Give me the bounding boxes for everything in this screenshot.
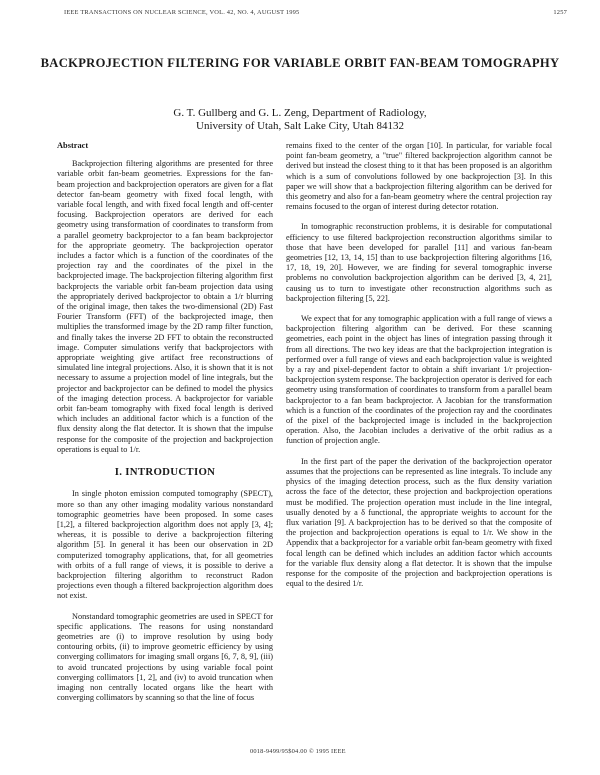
left-column	[57, 141, 273, 703]
abstract	[57, 159, 273, 455]
intro-paragraph-1: In single photon emission computed tomography (SPECT), more so than any other imaging modality various nonstandard tomographic geometries have been proposed. In some cases [1,2], a filtered backprojection algorithm does not apply [3, 4]; whereas, it is possible to derive a backprojection filtering algorithm [5]. In general it has been our observation in 2D computerized tomography applications, that, for all geometries with orbits of a full range of views, it is possible to derive a backprojection filtering algorithm to reconstruct Radon projections even though a filtered backprojection algorithm does not exist.	[57, 489, 273, 601]
journal-citation: IEEE TRANSACTIONS ON NUCLEAR SCIENCE, VOL. 42, NO. 4, AUGUST 1995	[64, 9, 300, 16]
right-column	[286, 141, 552, 589]
author-block	[40, 107, 560, 133]
right-paragraph-1: remains fixed to the center of the organ [10]. In particular, for variable focal point fan-beam geometry, a "true" filtered backprojection algorithm cannot be derived but instead the closest thing to it that has been proposed is an algorithm which is a sum of convolutions followed by one backprojection [3]. In this paper we will show that a backprojection filtering algorithm can be derived for this geometry and also for a fan-beam geometry where the central projection ray remains focused to the organ of interest during detector rotation.	[286, 141, 552, 212]
copyright-footer: 0018-9499/95$04.00 © 1995 IEEE	[250, 748, 346, 755]
right-paragraph-2: In tomographic reconstruction problems, it is desirable for computational efficiency to use filtered backprojection reconstruction algorithms similar to those that have been developed for parallel [11] and various fan-beam geometries [12, 13, 14, 15] than to use backprojection filtering algorithms [16, 17, 18, 19, 20]. However, we are finding for several tomographic inverse problems no convolution backprojection algorithm can be derived [3, 4, 21], causing us to turn to investigate other reconstruction algorithms such as backprojection filtering [5, 22].	[286, 222, 552, 303]
abstract-text: Backprojection filtering algorithms are presented for three variable orbit fan-beam geometries. Expressions for the fan-beam projection and backprojection operators are given for a flat detector fan-beam geometry with fixed focal length, with variable focal length, and with fixed focal length and off-center focusing. Backprojection operators are derived for each geometry using transformation of coordinates to transform from a parallel geometry backprojector to a fan beam backprojector for the appropriate geometry. The backprojection operator includes a factor which is a function of the coordinates of the projection ray and the coordinates of the pixel in the backprojected image. The backprojection filtering algorithm first backprojects the variable orbit fan-beam projection data using the appropriately derived backprojector to obtain a 1/r blurring of the original image, then takes the two-dimensional (2D) Fast Fourier Transform (FFT) of the backprojected image, then multiplies the transformed image by the 2D ramp filter function, and finally takes the inverse 2D FFT to obtain the reconstructed image. Computer simulations verify that backprojectors with appropriate weighting give artifact free reconstructions of simulated line integral projections. Also, it is shown that it is not necessary to assume a projection model of line integrals, but the projector and backprojector can be defined to model the physics of the imaging detection process. A backprojector for variable orbit fan-beam tomography with fixed focal length is derived which includes an additional factor which is a function of the flux density along the flat detector. It is shown that the impulse response for the composite of the projection and backprojection operations is equal to 1/r.	[57, 159, 273, 454]
right-paragraph-3: We expect that for any tomographic application with a full range of views a backprojection filtering algorithm can be derived. For these scanning geometries, each point in the object has lines of integration passing through it from all directions. The two key ideas are that the backprojection integration is performed over a full range of views and each backprojection value is weighted by a ray and pixel-dependent factor to obtain a shift invariant 1/r projection-backprojection system response. The backprojection operator is derived for each geometry using transformation of coordinates to transform from a parallel beam backprojector to a fan beam backprojector. A Jacobian for the transformation which is a function of the coordinates of the projection ray and the coordinates of the pixel of the backprojected image is included in the backprojection operation. Also, the Jacobian includes a derivative of the orbit radius as a function of projection angle.	[286, 314, 552, 446]
paper-title: BACKPROJECTION FILTERING FOR VARIABLE ORBIT FAN-BEAM TOMOGRAPHY	[40, 56, 560, 70]
page-number: 1257	[553, 9, 567, 16]
author-names: G. T. Gullberg and G. L. Zeng, Department of Radiology,	[173, 107, 427, 119]
right-paragraph-4: In the first part of the paper the derivation of the backprojection operator assumes that the projections can be represented as line integrals. To include any physics of the imaging detection process, such as the flux density variation across the face of the detector, these projection and backprojection operations must be modified. The projection operation must include in the line integral, usually denoted by a δ functional, the appropriate weights to account for the flux variation [9]. A backprojection has to be derived so that the composite of the projection and backprojection operations is equal to 1/r. We show in the Appendix that a backprojector for a variable orbit fan-beam geometry with fixed focal length can be defined which includes an addition factor which accounts for the variable flux density along a flat detector. It is shown that the impulse response for the composite of the projection and backprojection operations is equal to the desired 1/r.	[286, 456, 552, 589]
author-affiliation: University of Utah, Salt Lake City, Utah 84132	[196, 120, 404, 132]
running-head	[64, 9, 567, 16]
section-heading-introduction: I. INTRODUCTION	[114, 466, 216, 479]
intro-paragraph-2: Nonstandard tomographic geometries are used in SPECT for specific applications. The reasons for using nonstandard geometries are (i) to improve resolution by using body contouring orbits, (ii) to improve geometric efficiency by using converging collimators for imaging small organs [6, 7, 8, 9], (iii) to avoid truncated projections by using variable focal point converging collimators [1, 2], and (iv) to avoid truncation when imaging non centrally located organs like the heart with converging collimators by scanning so that the line of focus	[57, 611, 273, 703]
abstract-heading: Abstract	[57, 141, 89, 150]
